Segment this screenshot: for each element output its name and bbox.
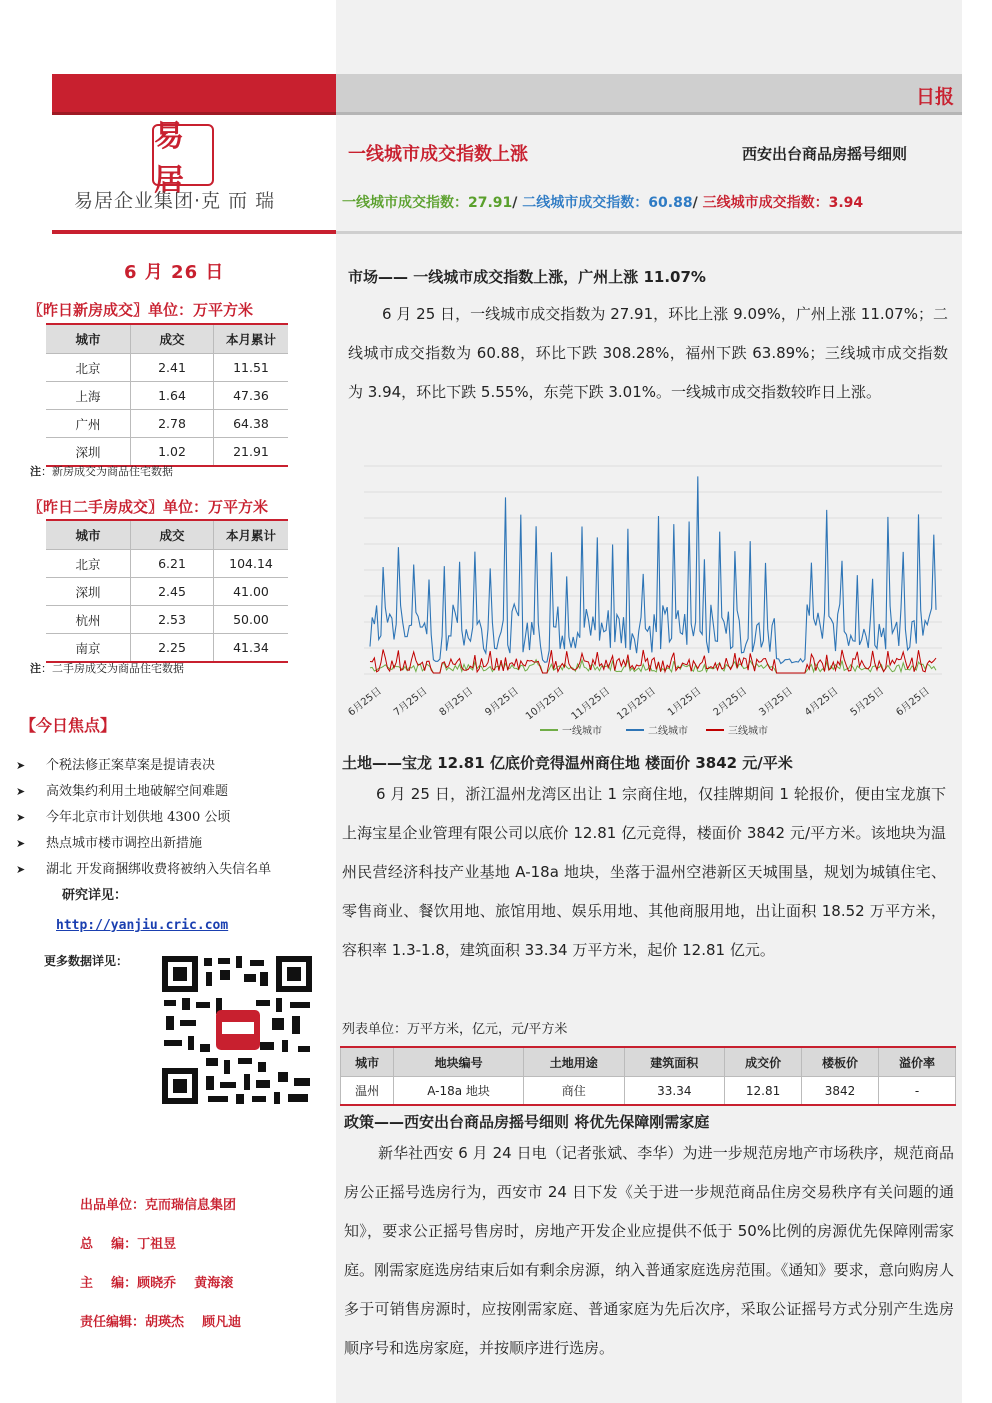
table-cell: 2.53 [131,606,214,634]
table-cell: 41.34 [214,634,289,663]
credit-value: 丁祖昱 [137,1237,177,1252]
table-cell: A-18a 地块 [394,1077,524,1106]
table-cell: 21.91 [214,438,289,467]
focus-item[interactable] [16,806,230,825]
column-header: 成交价 [725,1047,802,1077]
table-cell: 深圳 [46,438,131,467]
table-row [46,438,288,467]
market-title: 市场—— 一线城市成交指数上涨，广州上涨 11.07% [348,268,706,286]
x-tick-label: 1月25日 [665,685,704,719]
column-header: 城市 [46,520,131,550]
credit-label: 出品单位： [80,1198,146,1213]
chart-x-ticks [346,685,932,722]
x-tick-label: 8月25日 [437,685,476,719]
more-data-label: 更多数据详见： [44,954,129,968]
index-separator: / [512,195,518,211]
x-tick-label: 2月25日 [711,685,750,719]
credit-chief-editor [80,1272,233,1291]
column-header: 建筑面积 [624,1047,725,1077]
table-cell: 41.00 [214,578,289,606]
header-line-grey [336,112,962,115]
focus-item[interactable] [16,858,271,877]
arrow-bullet-icon: ➤ [16,811,26,824]
focus-item[interactable] [16,780,228,799]
focus-title: 【今日焦点】 [20,716,117,735]
legend-label: 一线城市 [562,726,602,737]
x-tick-label: 7月25日 [391,685,430,719]
chart-legend [540,724,768,737]
table-cell: 南京 [46,634,131,663]
subheadline: 西安出台商品房摇号细则 [742,145,908,163]
report-date: 6 月 26 日 [124,262,225,283]
table-cell: 北京 [46,550,131,578]
table-cell: 上海 [46,382,131,410]
column-header: 楼板价 [802,1047,879,1077]
index-separator: / [692,195,698,211]
table-row [46,634,288,663]
credit-responsible-editor [80,1311,241,1330]
focus-item[interactable] [16,754,215,773]
x-tick-label: 11月25日 [569,685,613,723]
tier1-index: 一线城市成交指数：27.91 [342,195,513,211]
table-cell: 1.64 [131,382,214,410]
arrow-bullet-icon: ➤ [16,759,26,772]
tier3-index: 三线城市成交指数：3.94 [702,195,864,211]
company-name: 易居企业集团·克 而 瑞 [74,190,276,212]
arrow-bullet-icon: ➤ [16,837,26,850]
x-tick-label: 6月25日 [894,685,932,719]
credit-value: 克而瑞信息集团 [145,1198,237,1213]
column-header: 地块编号 [394,1047,524,1077]
land-table [340,1046,956,1106]
land-paragraph: 6 月 25 日，浙江温州龙湾区出让 1 宗商住地，仅挂牌期间 1 轮报价，便由宝龙旗下上海宝星企业管理有限公司以底价 12.81 亿元竞得，楼面价 3842 元/平方米。该地块为温州民营经济科技产业基地 A-18a 地块，坐落于温州空港新区天城围垦，规划为城镇住宅、零售商业、餐饮用地、旅馆用地、娱乐用地、其他商服用地，出让面积 18.52 万平方米，容积率 1.3-1.8，建筑面积 33.34 万平方米，起价 12.81 亿元。 [342,785,946,959]
second-hand-note [30,660,184,676]
x-tick-label: 3月25日 [757,685,795,719]
table-cell: 6.21 [131,550,214,578]
table-row [46,606,288,634]
header-bar-grey [336,74,962,112]
column-header: 城市 [46,324,131,354]
research-label: 研究详见： [62,888,128,903]
table-cell: 104.14 [214,550,289,578]
table-cell: 杭州 [46,606,131,634]
table-cell: 商住 [523,1077,624,1106]
second-hand-title: 〖昨日二手房成交〗单位：万平方米 [28,498,269,516]
series-line [370,650,936,674]
land-table-unit: 列表单位：万平方米，亿元，元/平方米 [342,1022,568,1037]
arrow-bullet-icon: ➤ [16,785,26,798]
credit-value: 胡瑛杰 顾凡迪 [145,1315,242,1330]
tier2-index: 二线城市成交指数：60.88 [522,195,693,211]
credit-value: 顾晓乔 黄海滚 [137,1276,234,1291]
arrow-bullet-icon: ➤ [16,863,26,876]
table-row [46,354,288,382]
credit-editor-in-chief [80,1233,176,1252]
table-cell: 50.00 [214,606,289,634]
column-header: 城市 [341,1047,394,1077]
credit-publisher [80,1194,236,1213]
table-cell: 64.38 [214,410,289,438]
second-hand-table [46,519,288,663]
research-link[interactable]: http://yanjiu.cric.com [56,918,229,933]
table-row [46,578,288,606]
table-row [46,410,288,438]
table-row [46,550,288,578]
focus-item[interactable] [16,832,202,851]
x-tick-label: 9月25日 [483,685,521,719]
table-cell: 广州 [46,410,131,438]
company-logo: 易居 [152,124,214,186]
index-summary [342,192,863,212]
policy-title: 政策——西安出台商品房摇号细则 将优先保障刚需家庭 [344,1113,710,1131]
report-type: 日报 [915,86,954,108]
credit-label: 总 编： [80,1237,138,1252]
table-cell: - [878,1077,955,1106]
focus-item-label: 今年北京市计划供地 4300 公顷 [46,810,231,825]
new-house-note [30,463,173,479]
table-cell: 12.81 [725,1077,802,1106]
note-label: 注 [30,662,41,675]
chart-lines [370,476,936,673]
focus-item-label: 湖北 开发商捆绑收费将被纳入失信名单 [46,862,272,877]
note-text: ：二手房成交为商品住宅数据 [41,662,184,675]
credit-label: 主 编： [80,1276,138,1291]
note-label: 注 [30,465,41,478]
table-cell: 2.41 [131,354,214,382]
table-row [46,382,288,410]
new-house-title: 〖昨日新房成交〗单位：万平方米 [28,301,254,319]
table-cell: 33.34 [624,1077,725,1106]
table-cell: 1.02 [131,438,214,467]
table-cell: 深圳 [46,578,131,606]
credit-label: 责任编辑： [80,1315,146,1330]
market-paragraph: 6 月 25 日，一线城市成交指数为 27.91，环比上涨 9.09%，广州上涨 11.07%；二线城市成交指数为 60.88，环比下跌 308.28%，福州下跌 63.89%；三线城市成交指数为 3.94，环比下跌 5.55%，东莞下跌 3.01%。一线城市成交指数较昨日上涨。 [348,305,948,401]
note-text: ：新房成交为商品住宅数据 [41,465,173,478]
column-header: 本月累计 [214,520,289,550]
left-divider [52,230,336,234]
table-cell: 北京 [46,354,131,382]
column-header: 成交 [131,520,214,550]
x-tick-label: 6月25日 [346,685,384,719]
new-house-table [46,323,288,467]
x-tick-label: 5月25日 [848,685,887,719]
qr-code-icon[interactable] [160,954,314,1106]
policy-paragraph: 新华社西安 6 月 24 日电（记者张斌、李华）为进一步规范房地产市场秩序，规范商品房公正摇号选房行为，西安市 24 日下发《关于进一步规范商品住房交易秩序有关问题的通知》，要求公正摇号售房时，房地产开发企业应提供不低于 50%比例的房源优先保障刚需家庭。刚需家庭选房结束后如有剩余房源，纳入普通家庭选房范围。《通知》要求，意向购房人多于可销售房源时，应按刚需家庭、普通家庭为先后次序，采取公证摇号方式分别产生选房顺序号和选房家庭，并按顺序进行选房。 [344,1144,954,1357]
table-cell: 47.36 [214,382,289,410]
table-cell: 11.51 [214,354,289,382]
column-header: 成交 [131,324,214,354]
right-divider [336,231,962,234]
table-cell: 3842 [802,1077,879,1106]
focus-item-label: 个税法修正案草案是提请表决 [46,758,216,773]
focus-item-label: 热点城市楼市调控出新措施 [46,836,203,851]
x-tick-label: 10月25日 [523,685,567,723]
x-tick-label: 12月25日 [615,685,658,723]
header-bar-red [52,74,336,112]
legend-label: 三线城市 [728,726,768,737]
focus-item-label: 高效集约利用土地破解空间难题 [46,784,229,799]
table-cell: 温州 [341,1077,394,1106]
column-header: 本月累计 [214,324,289,354]
land-title: 土地——宝龙 12.81 亿底价竞得温州商住地 楼面价 3842 元/平米 [342,754,793,772]
x-tick-label: 4月25日 [802,685,841,719]
headline: 一线城市成交指数上涨 [348,144,528,165]
legend-label: 二线城市 [648,726,688,737]
table-cell: 2.78 [131,410,214,438]
table-cell: 2.25 [131,634,214,663]
column-header: 土地用途 [523,1047,624,1077]
column-header: 溢价率 [878,1047,955,1077]
table-cell: 2.45 [131,578,214,606]
market-index-chart [344,458,956,740]
table-row [341,1077,956,1106]
